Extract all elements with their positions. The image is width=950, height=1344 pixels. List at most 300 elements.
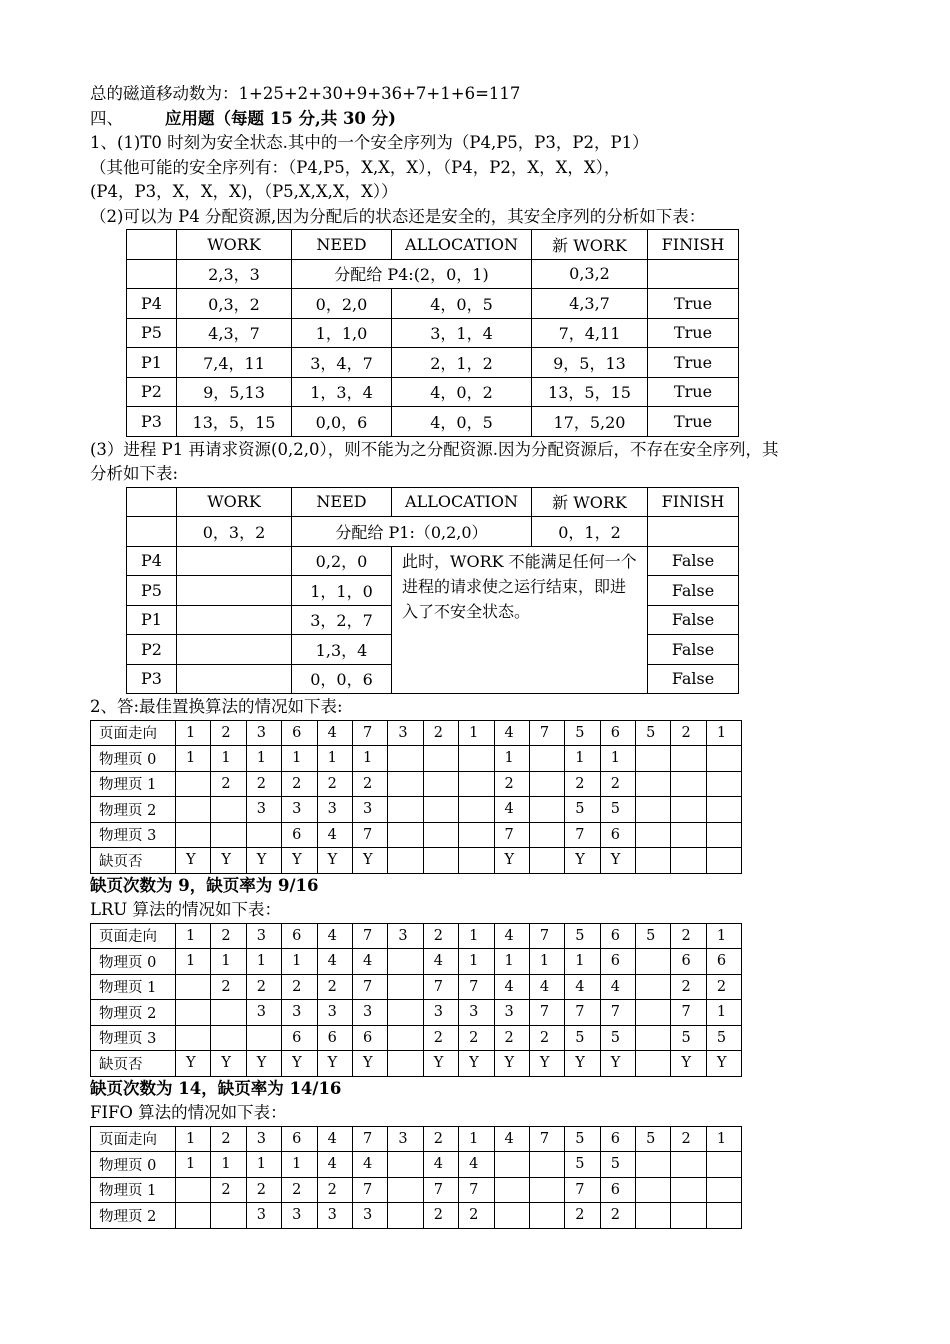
table-cell: 6 <box>671 949 706 975</box>
table-cell: 3 <box>423 1000 458 1026</box>
table-cell <box>636 949 671 975</box>
table-cell: Y <box>176 1051 211 1077</box>
table-cell <box>423 822 458 848</box>
table-cell: Y <box>671 1051 706 1077</box>
table-cell: 5 <box>636 1126 671 1152</box>
table-cell: 6 <box>282 720 317 746</box>
table-cell: 1 <box>706 1000 741 1026</box>
table-cell: 1 <box>706 720 741 746</box>
table-cell: 7 <box>459 974 494 1000</box>
table-cell <box>636 848 671 874</box>
table-cell: 1 <box>176 1126 211 1152</box>
unsafe-note: 此时，WORK 不能满足任何一个进程的请求使之运行结束，即进入了不安全状态。 <box>392 546 648 694</box>
table-cell: 2 <box>352 771 387 797</box>
table-cell: 3 <box>388 720 423 746</box>
table-cell: 7 <box>352 974 387 1000</box>
table-cell: 1 <box>494 746 529 772</box>
table-cell: 6 <box>706 949 741 975</box>
table-cell <box>706 1152 741 1178</box>
table-cell: 7 <box>529 1000 564 1026</box>
table-cell <box>706 822 741 848</box>
opt-result: 缺页次数为 9，缺页率为 9/16 <box>90 875 319 895</box>
row-label: 物理页 0 <box>91 1152 176 1178</box>
process-cell: P4 <box>127 546 177 576</box>
table-cell: 2 <box>671 974 706 1000</box>
table-cell <box>176 797 211 823</box>
table-cell: P3 <box>127 407 177 437</box>
table-cell: 6 <box>282 1126 317 1152</box>
table-cell <box>423 848 458 874</box>
table-cell: 2 <box>211 771 246 797</box>
header-cell: FINISH <box>648 230 739 260</box>
table-cell: 2 <box>211 720 246 746</box>
table-cell: 2 <box>671 923 706 949</box>
banker-table-2 <box>126 487 739 695</box>
table-cell <box>494 1177 529 1203</box>
table-cell: Y <box>565 1051 600 1077</box>
table-cell <box>529 848 564 874</box>
header-cell: NEED <box>292 230 392 260</box>
row-label: 页面走向 <box>91 923 176 949</box>
table-cell: 5 <box>565 1152 600 1178</box>
table-row <box>91 1152 742 1178</box>
table-cell: 3，4，7 <box>292 348 392 378</box>
q1-line-5: (3）进程 P1 再请求资源(0,2,0），则不能为之分配资源.因为分配资源后，不存在安全序列，其 <box>90 439 779 459</box>
lru-result: 缺页次数为 14，缺页率为 14/16 <box>90 1078 342 1098</box>
table-cell: 1 <box>494 949 529 975</box>
table-row <box>91 974 742 1000</box>
work-cell <box>177 664 292 694</box>
table-cell: 4 <box>317 923 352 949</box>
table-cell: 1 <box>176 746 211 772</box>
table-cell: 17，5,20 <box>532 407 648 437</box>
table-cell: 1 <box>706 923 741 949</box>
table-cell: 6 <box>600 720 635 746</box>
table-cell: 1 <box>246 1152 281 1178</box>
table-cell <box>529 771 564 797</box>
table-cell: 2 <box>529 1025 564 1051</box>
table-cell: 4 <box>317 1126 352 1152</box>
table-cell <box>636 797 671 823</box>
table-cell: 4 <box>352 949 387 975</box>
table-cell: 2 <box>211 1126 246 1152</box>
empty-cell <box>127 259 177 289</box>
table-cell: 6 <box>600 822 635 848</box>
table-cell <box>671 1203 706 1229</box>
table-cell: 4,3，7 <box>177 318 292 348</box>
table-cell: 7 <box>529 923 564 949</box>
table-row <box>127 377 739 407</box>
alloc-cell: 分配给 P4:(2，0，1) <box>292 259 532 289</box>
table-cell <box>671 746 706 772</box>
table-cell <box>176 1203 211 1229</box>
table-cell: 7 <box>352 923 387 949</box>
table-cell: 3 <box>388 923 423 949</box>
table-cell: 4 <box>494 974 529 1000</box>
table-cell: Y <box>246 848 281 874</box>
document <box>90 82 910 1229</box>
table-cell: 2 <box>600 1203 635 1229</box>
table-cell <box>388 1000 423 1026</box>
table-cell: 1 <box>176 923 211 949</box>
table-cell: 4 <box>529 974 564 1000</box>
table-cell: 0,0，6 <box>292 407 392 437</box>
table-cell: 2 <box>706 974 741 1000</box>
table-cell: 4，0，2 <box>392 377 532 407</box>
table-cell: 4,3,7 <box>532 289 648 319</box>
table-cell: 5 <box>565 720 600 746</box>
table-cell <box>423 771 458 797</box>
table-cell: 7 <box>352 822 387 848</box>
table-cell: 7 <box>494 822 529 848</box>
table-cell: 2 <box>423 1126 458 1152</box>
table-cell: 2 <box>317 1177 352 1203</box>
table-cell <box>388 949 423 975</box>
table-cell: 1 <box>459 949 494 975</box>
row-label: 物理页 2 <box>91 1000 176 1026</box>
section-number: 四、 <box>90 108 123 128</box>
table-cell <box>388 974 423 1000</box>
row-label: 缺页否 <box>91 1051 176 1077</box>
table-cell <box>388 1025 423 1051</box>
table-cell: 7 <box>565 1177 600 1203</box>
section-title: 应用题（每题 15 分,共 30 分) <box>165 108 396 128</box>
table-cell: 5 <box>636 923 671 949</box>
q1-line-4: （2)可以为 P4 分配资源,因为分配后的状态还是安全的，其安全序列的分析如下表： <box>90 206 706 226</box>
table-cell: 3 <box>282 1000 317 1026</box>
table-cell <box>529 822 564 848</box>
table-cell: 5 <box>600 1025 635 1051</box>
table-cell: 5 <box>600 1152 635 1178</box>
table-cell: 3 <box>388 1126 423 1152</box>
table-cell: 5 <box>565 797 600 823</box>
table-cell: 3 <box>246 1203 281 1229</box>
table-cell: 2 <box>494 1025 529 1051</box>
table-cell: Y <box>459 1051 494 1077</box>
table-cell: True <box>648 407 739 437</box>
table-cell: 3 <box>246 923 281 949</box>
table-cell: Y <box>352 848 387 874</box>
table-cell <box>176 974 211 1000</box>
alloc-row <box>127 259 739 289</box>
table-row <box>91 822 742 848</box>
table-cell: 1 <box>459 923 494 949</box>
header-cell: ALLOCATION <box>392 487 532 517</box>
table-cell <box>388 1203 423 1229</box>
table-cell: 3 <box>317 1203 352 1229</box>
table-cell: 4 <box>600 974 635 1000</box>
table-cell: 3 <box>246 797 281 823</box>
table-cell: 4 <box>423 1152 458 1178</box>
row-label: 物理页 3 <box>91 1025 176 1051</box>
table-cell <box>211 797 246 823</box>
table-cell <box>388 771 423 797</box>
table-cell <box>459 797 494 823</box>
table-cell: 6 <box>317 1025 352 1051</box>
table-cell: Y <box>317 848 352 874</box>
table-cell: 2 <box>282 974 317 1000</box>
table-cell: 6 <box>352 1025 387 1051</box>
q1-line-2: （其他可能的安全序列有：（P4,P5，X,X，X），（P4，P2，X，X，X）， <box>90 157 621 177</box>
table-cell: 2 <box>600 771 635 797</box>
table-cell: Y <box>423 1051 458 1077</box>
table-cell <box>636 1152 671 1178</box>
table-cell: 2 <box>565 771 600 797</box>
table-cell: 4 <box>317 822 352 848</box>
finish-cell <box>648 259 739 289</box>
table-cell: 5 <box>565 923 600 949</box>
finish-cell: False <box>648 605 739 635</box>
row-label: 物理页 1 <box>91 1177 176 1203</box>
table-cell: True <box>648 377 739 407</box>
table-cell: 2 <box>423 720 458 746</box>
table-row <box>127 289 739 319</box>
table-cell <box>671 822 706 848</box>
table-cell: 3 <box>352 1000 387 1026</box>
table-cell <box>176 1025 211 1051</box>
table-cell <box>211 1203 246 1229</box>
header-row <box>127 230 739 260</box>
table-cell: 4 <box>459 1152 494 1178</box>
table-cell: 1 <box>565 746 600 772</box>
table-cell: 2 <box>211 923 246 949</box>
table-cell: 5 <box>600 797 635 823</box>
table-row <box>127 318 739 348</box>
row-label: 物理页 1 <box>91 974 176 1000</box>
table-cell: Y <box>494 848 529 874</box>
table-cell <box>388 797 423 823</box>
work-cell <box>177 605 292 635</box>
table-cell: 7 <box>529 720 564 746</box>
table-cell <box>388 848 423 874</box>
table-row <box>127 407 739 437</box>
q2-line-1: 2、答:最佳置换算法的情况如下表: <box>90 697 343 716</box>
table-cell: 9，5,13 <box>177 377 292 407</box>
table-row <box>91 1177 742 1203</box>
table-cell: 7 <box>671 1000 706 1026</box>
table-cell: 0,3，2 <box>177 289 292 319</box>
table-cell: P4 <box>127 289 177 319</box>
table-row <box>91 923 742 949</box>
table-cell <box>706 771 741 797</box>
table-cell: 4 <box>352 1152 387 1178</box>
table-cell <box>176 1000 211 1026</box>
table-cell: 3 <box>352 797 387 823</box>
table-cell: 13，5，15 <box>177 407 292 437</box>
table-cell: 7 <box>565 822 600 848</box>
table-cell: 2 <box>317 771 352 797</box>
table-cell <box>671 771 706 797</box>
table-cell: Y <box>211 1051 246 1077</box>
table-cell: Y <box>565 848 600 874</box>
table-cell: 4 <box>317 1152 352 1178</box>
header-cell <box>127 230 177 260</box>
table-cell: 4 <box>317 949 352 975</box>
row-label: 物理页 1 <box>91 771 176 797</box>
table-cell: 9，5，13 <box>532 348 648 378</box>
table-row <box>91 949 742 975</box>
alloc-cell: 分配给 P1:（0,2,0） <box>292 517 532 547</box>
table-cell <box>706 746 741 772</box>
table-cell <box>494 1203 529 1229</box>
table-cell: 7 <box>600 1000 635 1026</box>
row-label: 缺页否 <box>91 848 176 874</box>
table-cell <box>636 974 671 1000</box>
header-cell: FINISH <box>648 487 739 517</box>
table-cell: 3 <box>317 1000 352 1026</box>
need-cell: 3，2，7 <box>292 605 392 635</box>
table-cell: True <box>648 348 739 378</box>
table-row <box>91 848 742 874</box>
table-cell <box>529 746 564 772</box>
header-cell: WORK <box>177 230 292 260</box>
table-cell: 7,4，11 <box>177 348 292 378</box>
table-cell <box>636 822 671 848</box>
table-cell: 2 <box>671 720 706 746</box>
table-cell: 3 <box>459 1000 494 1026</box>
table-cell: 1 <box>282 949 317 975</box>
table-row <box>91 1051 742 1077</box>
row-label: 物理页 2 <box>91 1203 176 1229</box>
table-cell: Y <box>211 848 246 874</box>
table-cell: 1 <box>282 1152 317 1178</box>
table-cell <box>706 848 741 874</box>
table-cell <box>388 746 423 772</box>
table-cell: 0，2,0 <box>292 289 392 319</box>
header-cell: ALLOCATION <box>392 230 532 260</box>
table-cell: 2 <box>246 974 281 1000</box>
table-row <box>91 771 742 797</box>
table-cell: 7 <box>565 1000 600 1026</box>
table-cell: 5 <box>565 1126 600 1152</box>
table-cell: 3 <box>246 1000 281 1026</box>
table-cell: 2 <box>246 1177 281 1203</box>
row-label: 页面走向 <box>91 1126 176 1152</box>
table-cell: Y <box>176 848 211 874</box>
disk-total-line: 总的磁道移动数为：1+25+2+30+9+36+7+1+6=117 <box>90 84 521 103</box>
table-cell <box>671 1152 706 1178</box>
table-cell <box>459 822 494 848</box>
table-cell: 4 <box>317 720 352 746</box>
lru-title: LRU 算法的情况如下表： <box>90 900 282 919</box>
work-cell <box>177 546 292 576</box>
table-cell: 4 <box>423 949 458 975</box>
table-cell: P2 <box>127 377 177 407</box>
table-cell: 7 <box>352 720 387 746</box>
table-cell: 4 <box>494 720 529 746</box>
table-cell: 3 <box>282 797 317 823</box>
table-cell: 6 <box>600 949 635 975</box>
table-cell: 3 <box>352 1203 387 1229</box>
table-cell: Y <box>282 1051 317 1077</box>
finish-cell <box>648 517 739 547</box>
table-cell: 2 <box>423 923 458 949</box>
table-cell <box>388 1152 423 1178</box>
table-cell: 2 <box>282 1177 317 1203</box>
table-row <box>91 1126 742 1152</box>
table-cell: 3，1，4 <box>392 318 532 348</box>
table-cell <box>423 746 458 772</box>
table-cell: Y <box>246 1051 281 1077</box>
table-cell: 2，1，2 <box>392 348 532 378</box>
table-cell: 3 <box>246 720 281 746</box>
table-cell <box>636 1177 671 1203</box>
table-cell: Y <box>529 1051 564 1077</box>
table-cell: P1 <box>127 348 177 378</box>
header-cell: 新 WORK <box>532 230 648 260</box>
table-cell <box>636 771 671 797</box>
table-cell: 3 <box>317 797 352 823</box>
table-row <box>91 720 742 746</box>
need-cell: 1,3，4 <box>292 635 392 665</box>
table-cell: 4 <box>494 797 529 823</box>
table-cell: 6 <box>600 1126 635 1152</box>
work-cell <box>177 635 292 665</box>
table-cell: Y <box>282 848 317 874</box>
table-cell: 6 <box>282 822 317 848</box>
work-cell: 2,3，3 <box>177 259 292 289</box>
table-cell: 13，5，15 <box>532 377 648 407</box>
finish-cell: False <box>648 576 739 606</box>
new-work-cell: 0,3,2 <box>532 259 648 289</box>
table-cell <box>671 1177 706 1203</box>
table-cell: 5 <box>706 1025 741 1051</box>
table-cell <box>176 771 211 797</box>
table-cell <box>671 848 706 874</box>
table-cell <box>706 797 741 823</box>
work-cell: 0，3，2 <box>177 517 292 547</box>
row-label: 物理页 2 <box>91 797 176 823</box>
table-cell: 3 <box>246 1126 281 1152</box>
table-cell <box>636 1000 671 1026</box>
table-cell: 1，1,0 <box>292 318 392 348</box>
table-cell: Y <box>317 1051 352 1077</box>
table-cell: Y <box>494 1051 529 1077</box>
table-cell <box>388 1177 423 1203</box>
table-cell <box>211 1000 246 1026</box>
table-cell <box>529 1177 564 1203</box>
header-cell: NEED <box>292 487 392 517</box>
table-cell: Y <box>600 1051 635 1077</box>
header-row <box>127 487 739 517</box>
process-cell: P2 <box>127 635 177 665</box>
alloc-row <box>127 517 739 547</box>
empty-cell <box>127 517 177 547</box>
table-cell <box>388 822 423 848</box>
table-cell: 6 <box>600 1177 635 1203</box>
table-cell: 6 <box>600 923 635 949</box>
lru-table <box>90 923 742 1077</box>
table-cell <box>706 1177 741 1203</box>
table-cell: 2 <box>246 771 281 797</box>
table-cell: 1 <box>211 746 246 772</box>
table-cell: 2 <box>671 1126 706 1152</box>
table-cell <box>246 822 281 848</box>
table-cell: 7 <box>423 974 458 1000</box>
header-cell <box>127 487 177 517</box>
table-row <box>127 546 739 576</box>
table-cell <box>636 746 671 772</box>
fifo-title: FIFO 算法的情况如下表： <box>90 1103 287 1122</box>
table-cell <box>529 797 564 823</box>
table-cell: 1 <box>176 720 211 746</box>
process-cell: P3 <box>127 664 177 694</box>
table-cell: 1 <box>176 949 211 975</box>
table-cell <box>388 1051 423 1077</box>
table-cell <box>211 1025 246 1051</box>
table-cell <box>459 746 494 772</box>
process-cell: P5 <box>127 576 177 606</box>
